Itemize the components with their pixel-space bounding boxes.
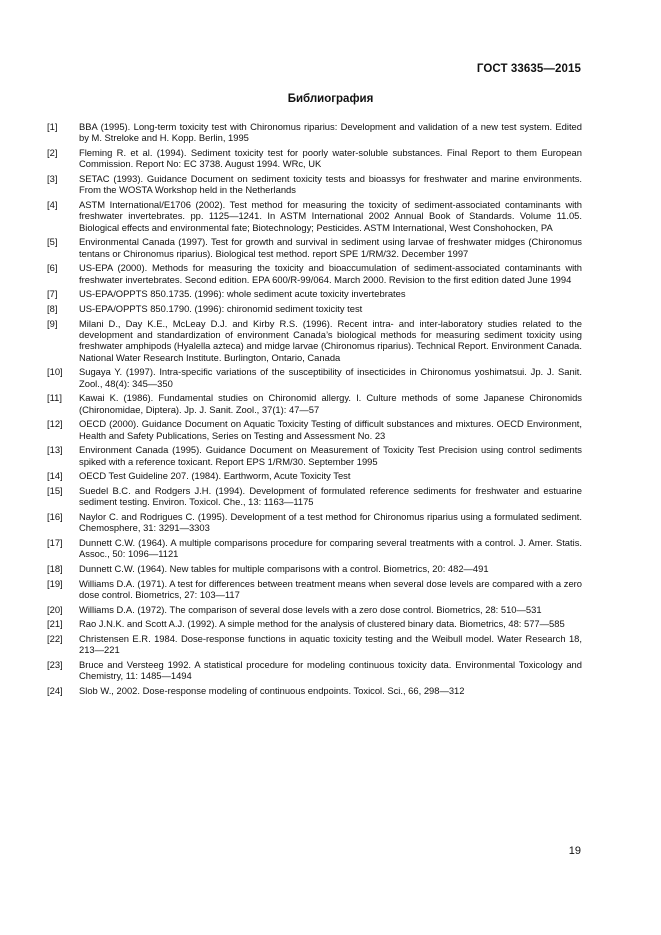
reference-text: Rao J.N.K. and Scott A.J. (1992). A simple method for the analysis of clustered binary data. Biometrics, 48: 577—585 — [79, 618, 565, 630]
reference-number: [6] — [47, 262, 58, 274]
reference-item — [47, 444, 582, 467]
reference-text: Kawai K. (1986). Fundamental studies on Chironomid allergy. I. Culture methods of some Japanese Chironomids (Chironomidae, Diptera). Jp. J. Sanit. Zool., 37(1): 47—57 — [79, 392, 582, 415]
reference-text: Milani D., Day K.E., McLeay D.J. and Kirby R.S. (1996). Recent intra- and inter-laboratory studies related to the development and standardization of environment Canada’s biological methods for measuring sediment toxicity using freshwater amphipods (Hyalella azteca) and midge larvae (Chironomus riparius). Technical Report. Environment Canada. National Water Research Institute. Burlington, Ontario, Canada — [79, 317, 582, 363]
reference-number: [2] — [47, 147, 58, 158]
reference-item — [47, 537, 582, 560]
reference-item — [47, 563, 582, 574]
reference-item — [47, 618, 582, 629]
reference-number: [5] — [47, 236, 58, 248]
reference-text: Dunnett C.W. (1964). New tables for multiple comparisons with a control. Biometrics, 20: 482—491 — [79, 563, 489, 574]
reference-item — [47, 288, 582, 299]
reference-item — [47, 173, 582, 196]
reference-text: Dunnett C.W. (1964). A multiple comparisons procedure for comparing several treatments with a control. J. Amer. Statis. Assoc., 50: 1096—1121 — [79, 537, 582, 560]
reference-number: [1] — [47, 121, 58, 132]
reference-text: Fleming R. et al. (1994). Sediment toxicity test for poorly water-soluble substances. Final Report to them European Commission. Report No: EC 3738. August 1994. WRc, UK — [79, 147, 582, 170]
reference-text: Williams D.A. (1972). The comparison of several dose levels with a zero dose control. Biometrics, 28: 510—531 — [79, 603, 542, 615]
reference-item — [47, 578, 582, 601]
reference-number: [19] — [47, 577, 63, 589]
reference-item — [47, 366, 582, 389]
reference-text: US-EPA/OPPTS 850.1790. (1996): chironomid sediment toxicity test — [79, 303, 363, 314]
reference-text: BBA (1995). Long-term toxicity test with Chironomus riparius: Development and validation of a new test system. Edited by M. Streloke and H. Kopp. Berlin, 1995 — [79, 121, 582, 144]
bibliography-title: Библиография — [287, 93, 374, 105]
reference-number: [9] — [47, 317, 58, 329]
reference-text: Bruce and Versteeg 1992. A statistical procedure for modeling continuous toxicity data. Environmental Toxicology and Chemistry, 11: 1485—1494 — [79, 658, 582, 682]
reference-number: [8] — [47, 303, 58, 314]
reference-item — [47, 121, 582, 144]
reference-number: [15] — [47, 485, 63, 496]
reference-item — [47, 685, 582, 696]
reference-list — [47, 121, 582, 699]
reference-text: Sugaya Y. (1997). Intra-specific variations of the susceptibility of insecticides in Chironomus yoshimatsui. Jp. J. Sanit. Zool., 48(4): 345—350 — [79, 366, 582, 389]
reference-item — [47, 470, 582, 481]
reference-number: [11] — [47, 392, 62, 404]
reference-text: OECD Test Guideline 207. (1984). Earthworm, Acute Toxicity Test — [79, 470, 351, 482]
reference-item — [47, 199, 582, 233]
reference-item — [47, 511, 582, 534]
reference-text: ASTM International/E1706 (2002). Test method for measuring the toxicity of sediment-associated contaminants with freshwater invertebrates. pp. 1125—1241. In ASTM International 2002 Annual Book of Standards. Volume 11.05. Biological effects and environmental fate; Biotechnology; Pesticides. ASTM International, West Conshohocken, PA — [79, 199, 582, 233]
reference-item — [47, 659, 582, 682]
reference-item — [47, 318, 582, 364]
reference-number: [14] — [47, 470, 63, 482]
reference-text: Environment Canada (1995). Guidance Document on Measurement of Toxicity Test Precision using control sediments spiked with a reference toxicant. Report EPS 1/RM/30. September 1995 — [79, 444, 582, 467]
page-number: 19 — [568, 845, 581, 857]
reference-item — [47, 633, 582, 656]
reference-number: [10] — [47, 366, 63, 378]
reference-text: US-EPA (2000). Methods for measuring the toxicity and bioaccumulation of sediment-associated contaminants with freshwater invertebrates. Second edition. EPA 600/R-99/064. March 2000. Revision to the first edition dated June 1994 — [79, 262, 582, 285]
reference-text: SETAC (1993). Guidance Document on sediment toxicity tests and bioassys for freshwater and marine environments. From the WOSTA Workshop held in the Netherlands — [79, 173, 582, 196]
reference-text: US-EPA/OPPTS 850.1735. (1996): whole sediment acute toxicity invertebrates — [79, 288, 406, 300]
reference-text: Environmental Canada (1997). Test for growth and survival in sediment using larvae of freshwater midges (Chironomus tentans or Chironomus riparius). Biological test method. report SPE 1/RM/32. December 1997 — [79, 236, 582, 259]
reference-number: [23] — [47, 658, 63, 670]
reference-number: [24] — [47, 684, 63, 696]
reference-number: [16] — [47, 511, 63, 522]
reference-item — [47, 147, 582, 170]
reference-item — [47, 604, 582, 615]
reference-item — [47, 236, 582, 259]
reference-item — [47, 392, 582, 415]
reference-number: [17] — [47, 537, 63, 548]
standard-code: ГОСТ 33635—2015 — [476, 63, 581, 75]
reference-number: [13] — [47, 444, 63, 456]
reference-text: OECD (2000). Guidance Document on Aquatic Toxicity Testing of difficult substances and mixtures. OECD Environment, Health and Safety Publications, Series on Testing and Assessment No. 23 — [79, 418, 582, 441]
reference-item — [47, 485, 582, 508]
reference-number: [3] — [47, 173, 58, 184]
reference-number: [21] — [47, 618, 63, 630]
reference-text: Christensen E.R. 1984. Dose-response functions in aquatic toxicity testing and the Weibull model. Water Research 18, 213—221 — [79, 632, 582, 656]
reference-number: [22] — [47, 632, 63, 644]
reference-text: Suedel B.C. and Rodgers J.H. (1994). Development of formulated reference sediments for freshwater and estuarine sediment testing. Environ. Toxicol. Che., 13: 1163—1175 — [79, 485, 582, 508]
reference-text: Williams D.A. (1971). A test for differences between treatment means when several dose levels are compared with a zero dose control. Biometrics, 27: 103—117 — [79, 577, 582, 600]
reference-number: [7] — [47, 288, 58, 300]
reference-text: Slob W., 2002. Dose-response modeling of continuous endpoints. Toxicol. Sci., 66, 298—312 — [79, 684, 465, 696]
reference-item — [47, 303, 582, 314]
reference-item — [47, 418, 582, 441]
reference-text: Naylor C. and Rodrigues C. (1995). Development of a test method for Chironomus riparius using a formulated sediment. Chemosphere, 31: 3291—3303 — [79, 511, 582, 534]
reference-number: [4] — [47, 199, 58, 210]
reference-number: [12] — [47, 418, 63, 430]
reference-number: [20] — [47, 603, 63, 615]
reference-item — [47, 262, 582, 285]
reference-number: [18] — [47, 563, 63, 574]
